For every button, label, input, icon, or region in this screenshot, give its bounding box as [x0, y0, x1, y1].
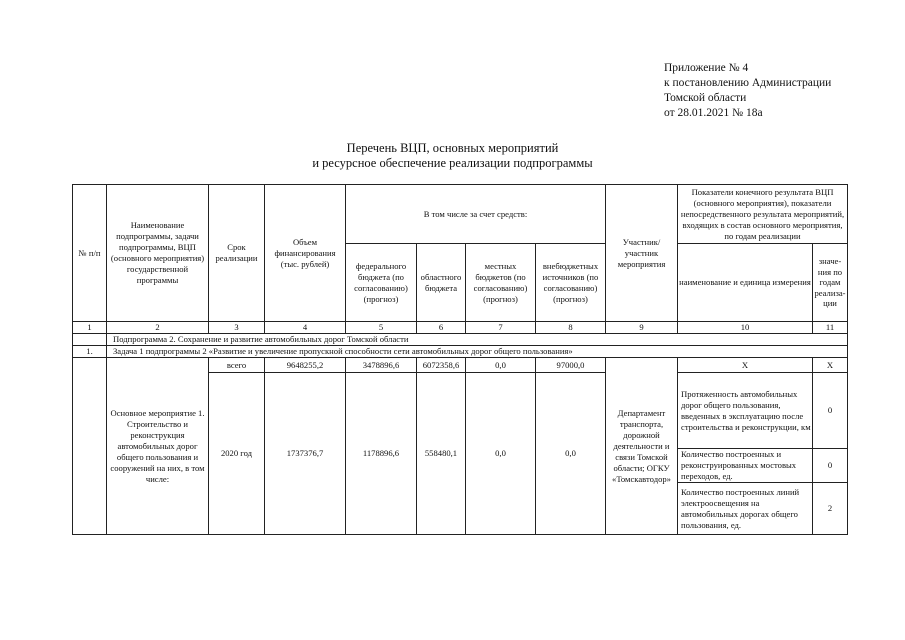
total-federal: 3478896,6	[346, 358, 417, 373]
header-extra: внебюджетных источников (по согласованию) (прогноз)	[536, 244, 606, 322]
indicator-name: Протяженность автомобильных дорог общего пользования, введенных в эксплуатацию после строительства и реконструкции, км	[678, 373, 813, 449]
indicator-value: 2	[813, 483, 848, 535]
header-indicators: Показатели конечного результата ВЦП (основного мероприятия), показатели непосредственного результата мероприятий, входящих в состав основного мероприятия, по годам реализации	[678, 185, 848, 244]
year-local: 0,0	[466, 373, 536, 535]
column-number: 9	[606, 322, 678, 334]
appendix-line-3: Томской области	[664, 92, 747, 104]
title-line-1: Перечень ВЦП, основных мероприятий	[346, 141, 559, 155]
column-number-row	[73, 322, 848, 334]
indicator-name: Количество построенных и реконструированных мостовых переходов, ед.	[678, 449, 813, 483]
appendix-block	[664, 61, 831, 121]
header-including: В том числе за счет средств:	[346, 185, 606, 244]
document-title	[0, 141, 905, 171]
column-number: 5	[346, 322, 417, 334]
year-volume: 1737376,7	[265, 373, 346, 535]
activity-total-row	[73, 358, 848, 373]
column-number: 7	[466, 322, 536, 334]
year-federal: 1178896,6	[346, 373, 417, 535]
task-row	[73, 346, 848, 358]
activity-name: Основное мероприятие 1. Строительство и реконструкция автомобильных дорог общего пользования и сооружений на них, в том числе:	[107, 358, 209, 535]
indicator-value: 0	[813, 449, 848, 483]
total-volume: 9648255,2	[265, 358, 346, 373]
total-regional: 6072358,6	[417, 358, 466, 373]
header-participant: Участник/ участник мероприятия	[606, 185, 678, 322]
header-indicator-value: значе-ния по годам реализа-ции	[813, 244, 848, 322]
year-regional: 558480,1	[417, 373, 466, 535]
total-indicator-value: Х	[813, 358, 848, 373]
year-extra: 0,0	[536, 373, 606, 535]
total-term: всего	[209, 358, 265, 373]
header-num: № п/п	[73, 185, 107, 322]
subprogram-row	[73, 334, 848, 346]
header-term: Срок реализации	[209, 185, 265, 322]
header-local: местных бюджетов (по согласованию) (прогноз)	[466, 244, 536, 322]
header-federal: федерального бюджета (по согласованию) (прогноз)	[346, 244, 417, 322]
column-number: 2	[107, 322, 209, 334]
header-volume: Объем финансирования (тыс. рублей)	[265, 185, 346, 322]
header-regional: областного бюджета	[417, 244, 466, 322]
total-indicator-name: Х	[678, 358, 813, 373]
appendix-line-4: от 28.01.2021 № 18а	[664, 107, 763, 119]
total-extra: 97000,0	[536, 358, 606, 373]
activity-participant: Департамент транспорта, дорожной деятельности и связи Томской области; ОГКУ «Томскавтодор»	[606, 358, 678, 535]
appendix-line-1: Приложение № 4	[664, 62, 749, 74]
column-number: 6	[417, 322, 466, 334]
column-number: 1	[73, 322, 107, 334]
subprogram-num-cell	[73, 334, 107, 346]
program-table	[72, 184, 848, 535]
header-indicator-name: наименование и единица измерения	[678, 244, 813, 322]
header-row-1	[73, 185, 848, 244]
column-number: 4	[265, 322, 346, 334]
column-number: 10	[678, 322, 813, 334]
column-number: 11	[813, 322, 848, 334]
task-num: 1.	[73, 346, 107, 358]
column-number: 3	[209, 322, 265, 334]
title-line-2: и ресурсное обеспечение реализации подпрограммы	[312, 156, 593, 170]
year-term: 2020 год	[209, 373, 265, 535]
task-title: Задача 1 подпрограммы 2 «Развитие и увеличение пропускной способности сети автомобильных дорог общего пользования»	[107, 346, 848, 358]
indicator-name: Количество построенных линий электроосвещения на автомобильных дорогах общего пользования, ед.	[678, 483, 813, 535]
appendix-line-2: к постановлению Администрации	[664, 77, 832, 89]
subprogram-title: Подпрограмма 2. Сохранение и развитие автомобильных дорог Томской области	[107, 334, 848, 346]
activity-num-cell	[73, 358, 107, 535]
indicator-value: 0	[813, 373, 848, 449]
total-local: 0,0	[466, 358, 536, 373]
column-number: 8	[536, 322, 606, 334]
header-name: Наименование подпрограммы, задачи подпрограммы, ВЦП (основного мероприятия) государственной программы	[107, 185, 209, 322]
